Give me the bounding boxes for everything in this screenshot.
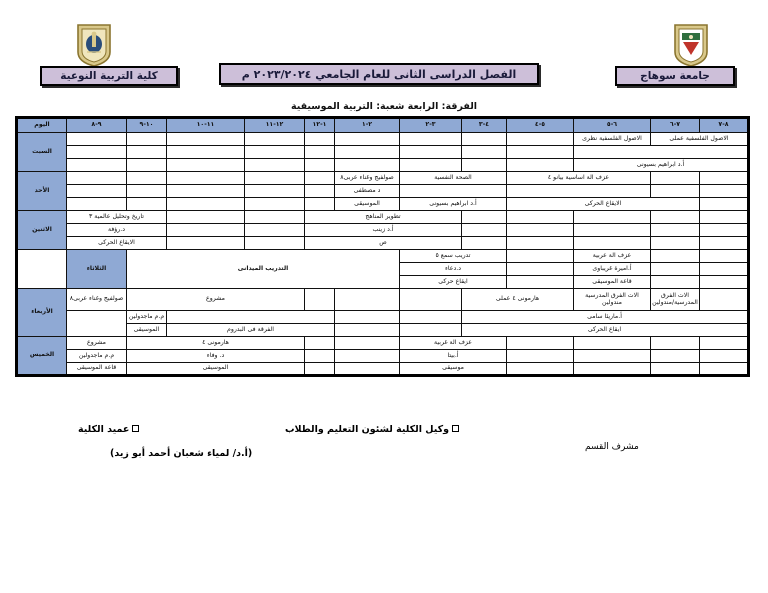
cell-empty — [305, 350, 335, 363]
cell-empty — [507, 276, 574, 289]
cell-empty — [400, 146, 462, 159]
cell-empty — [67, 146, 127, 159]
time-slot-header: ١٢-١١ — [245, 118, 305, 133]
cell-empty — [462, 211, 507, 224]
cell-room: الموسيقى — [127, 363, 305, 376]
cell-room: ص — [305, 237, 462, 250]
cell-empty — [507, 211, 574, 224]
day-label-wednesday: الأربعاء — [17, 289, 67, 337]
cell-empty — [245, 159, 305, 172]
cell-teacher: أ.ماريئا سامى — [462, 311, 749, 324]
cell-empty — [700, 211, 749, 224]
cell-room: ايقاع حركى — [400, 276, 507, 289]
day-label-monday: الاثنين — [17, 211, 67, 250]
cell-empty — [507, 337, 574, 350]
cell-empty — [127, 198, 167, 211]
cell-empty — [462, 146, 507, 159]
cell-empty — [305, 198, 335, 211]
checkbox-glyph-icon — [132, 425, 139, 432]
cell-empty — [245, 172, 305, 185]
time-header-row — [17, 118, 749, 133]
time-slot-header: ٣-٢ — [400, 118, 462, 133]
cell-course: هارمونى ٤ — [127, 337, 305, 350]
cell-empty — [507, 224, 574, 237]
cell-empty — [67, 185, 127, 198]
cell-course: الات الفرق المدرسية/مندولين — [651, 289, 700, 311]
cell-empty — [700, 185, 749, 198]
cell-room: ايقاع الحركى — [462, 324, 749, 337]
cell-teacher: م.م ماجدولين — [67, 350, 127, 363]
cell-empty — [651, 250, 700, 263]
cell-empty — [574, 350, 651, 363]
vice-dean-label-text: وكيل الكلية لشئون التعليم والطلاب — [285, 424, 450, 435]
cell-room: الايقاع الحركى — [67, 237, 167, 250]
day-column-header: اليوم — [17, 118, 67, 133]
cell-empty — [700, 289, 749, 311]
cell-empty — [127, 159, 167, 172]
cell-course: الات الفرق المدرسية مندولين — [574, 289, 651, 311]
cell-empty — [651, 237, 700, 250]
cell-course: عزف الة غربية — [400, 337, 507, 350]
cell-empty — [245, 211, 305, 224]
cell-empty — [700, 237, 749, 250]
faculty-name-banner — [40, 66, 178, 86]
cell-empty — [167, 237, 245, 250]
cell-empty — [167, 159, 245, 172]
cell-empty — [507, 185, 651, 198]
cell-empty — [305, 133, 335, 146]
cell-empty — [651, 211, 700, 224]
semester-title-banner — [219, 63, 539, 85]
cell-empty — [651, 363, 700, 376]
table-row — [17, 133, 749, 146]
cell-teacher: أ.بيتا — [400, 350, 507, 363]
table-row — [17, 237, 749, 250]
cell-empty — [305, 146, 335, 159]
cell-course: تاريخ وتحليل عالمية ٣ — [67, 211, 167, 224]
cell-empty — [245, 133, 305, 146]
cell-empty — [700, 263, 749, 276]
cell-empty — [507, 363, 574, 376]
cell-course: عزف الة عربية — [574, 250, 651, 263]
cell-empty — [305, 337, 335, 350]
cell-empty — [335, 324, 400, 337]
time-slot-header: ١٠-٩ — [127, 118, 167, 133]
cell-room: قاعة الموسيقى — [574, 276, 651, 289]
table-row — [17, 250, 749, 263]
cell-course: صولفيج وغناء عربى٨ — [335, 172, 400, 185]
cell-empty — [67, 133, 127, 146]
checkbox-glyph-icon — [452, 425, 459, 432]
cell-empty — [167, 172, 245, 185]
cell-empty — [167, 211, 245, 224]
cell-empty — [651, 185, 700, 198]
cell-field-training: التدريب الميدانى — [127, 250, 400, 289]
cell-empty — [305, 363, 335, 376]
cell-course: هارمونى ٤ عملى — [462, 289, 574, 311]
cell-empty — [127, 172, 167, 185]
cell-empty — [167, 185, 245, 198]
cell-empty — [574, 224, 651, 237]
dean-label-text: عميد الكلية — [78, 424, 130, 435]
table-row — [17, 224, 749, 237]
table-row — [17, 172, 749, 185]
cell-empty — [245, 224, 305, 237]
day-label-thursday: الخميس — [17, 337, 67, 376]
cell-teacher: د. وفاء — [127, 350, 305, 363]
cell-empty — [167, 311, 335, 324]
cell-teacher: أ.د زينب — [305, 224, 462, 237]
faculty-crest-logo — [75, 22, 113, 68]
cell-empty — [507, 237, 574, 250]
faculty-name-text: كلية التربية النوعية — [60, 70, 158, 82]
day-label-sunday: الأحد — [17, 172, 67, 211]
cell-empty — [400, 185, 507, 198]
table-row — [17, 198, 749, 211]
cell-empty — [507, 263, 574, 276]
table-row — [17, 350, 749, 363]
cell-empty — [335, 363, 400, 376]
cell-empty — [245, 146, 305, 159]
cell-empty — [700, 224, 749, 237]
table-row — [17, 324, 749, 337]
cell-empty — [67, 198, 127, 211]
schedule-table — [15, 116, 750, 377]
cell-room: موسيقى — [400, 363, 507, 376]
cell-empty — [700, 276, 749, 289]
cell-empty — [400, 133, 462, 146]
schedule-table-wrapper — [18, 116, 750, 377]
cell-empty — [400, 311, 462, 324]
cell-room: الموسيقى — [335, 198, 400, 211]
time-slot-header: ٥-٤ — [507, 118, 574, 133]
class-section-subtitle: الفرقة: الرابعة شعبة: التربية الموسيقية — [290, 101, 478, 112]
cell-empty — [335, 159, 400, 172]
time-slot-header: ٢-١ — [335, 118, 400, 133]
cell-empty — [127, 133, 167, 146]
cell-empty — [574, 237, 651, 250]
time-slot-header: ١-١٢ — [305, 118, 335, 133]
table-row — [17, 185, 749, 198]
time-slot-header: ١١-١٠ — [167, 118, 245, 133]
time-slot-header: ٧-٦ — [651, 118, 700, 133]
cell-empty — [400, 159, 462, 172]
time-slot-header: ٨-٧ — [700, 118, 749, 133]
cell-room: الفرقة فى البدروم — [167, 324, 335, 337]
table-row — [17, 146, 749, 159]
cell-empty — [700, 337, 749, 350]
cell-teacher: أ.اميرة غريباوى — [574, 263, 651, 276]
cell-room: قاعة الموسيقى — [67, 363, 127, 376]
cell-empty — [462, 133, 507, 146]
cell-empty — [167, 224, 245, 237]
page-header — [0, 0, 768, 112]
table-row — [17, 159, 749, 172]
table-row — [17, 311, 749, 324]
cell-empty — [574, 363, 651, 376]
cell-empty — [651, 337, 700, 350]
cell-empty — [574, 146, 749, 159]
cell-empty — [651, 276, 700, 289]
cell-empty — [507, 350, 574, 363]
time-slot-header: ٦-٥ — [574, 118, 651, 133]
cell-empty — [700, 363, 749, 376]
cell-room: أ.د ابراهيم بسيونى — [400, 198, 507, 211]
cell-teacher: د مصطفى — [335, 185, 400, 198]
cell-empty — [335, 289, 400, 311]
day-label-tuesday: الثلاثاء — [67, 250, 127, 289]
cell-room: الموسيقى — [127, 324, 167, 337]
university-crest-logo — [672, 22, 710, 68]
cell-empty — [127, 146, 167, 159]
cell-empty — [335, 350, 400, 363]
cell-empty — [462, 237, 507, 250]
cell-course: صولفيج وغناء عربى٨ — [67, 289, 127, 311]
cell-empty — [400, 324, 462, 337]
cell-empty — [462, 224, 507, 237]
cell-course: تطوير المناهج — [305, 211, 462, 224]
cell-empty — [245, 237, 305, 250]
cell-empty — [700, 172, 749, 185]
cell-empty — [305, 159, 335, 172]
time-slot-header: ٤-٣ — [462, 118, 507, 133]
vice-dean-signature-label — [285, 424, 459, 435]
cell-room: الايقاع الحركى — [507, 198, 700, 211]
table-row — [17, 211, 749, 224]
cell-empty — [651, 263, 700, 276]
cell-course: مشروع — [67, 337, 127, 350]
day-label-saturday: السبت — [17, 133, 67, 172]
cell-empty — [67, 172, 127, 185]
cell-empty — [400, 289, 462, 311]
cell-course: الصحة النفسية — [400, 172, 507, 185]
cell-empty — [305, 289, 335, 311]
university-name-text: جامعة سوهاج — [640, 70, 710, 82]
cell-course: عزف الة اساسية بيانو ٤ — [507, 172, 651, 185]
cell-empty — [574, 337, 651, 350]
cell-empty — [245, 185, 305, 198]
cell-empty — [507, 250, 574, 263]
cell-teacher: أ.د ابراهيم بسيونى — [574, 159, 749, 172]
department-supervisor-label: مشرف القسم — [585, 442, 639, 452]
table-row — [17, 337, 749, 350]
cell-empty — [507, 133, 574, 146]
cell-empty — [335, 337, 400, 350]
cell-empty — [335, 146, 400, 159]
semester-title-text: الفصل الدراسى الثانى للعام الجامعي ٢٠٢٣/٢٠٢٤ م — [241, 67, 517, 81]
cell-empty — [651, 172, 700, 185]
cell-teacher: د.رؤفة — [67, 224, 167, 237]
university-name-banner — [615, 66, 735, 86]
cell-empty — [167, 133, 245, 146]
dean-signature-label — [78, 424, 139, 435]
cell-empty — [127, 185, 167, 198]
cell-empty — [462, 159, 507, 172]
table-row — [17, 363, 749, 376]
cell-course: الاصول الفلسفية عملى — [651, 133, 749, 146]
cell-course: مشروع — [127, 289, 305, 311]
cell-empty — [167, 198, 245, 211]
cell-empty — [700, 350, 749, 363]
table-row — [17, 289, 749, 311]
cell-empty — [507, 146, 574, 159]
cell-empty — [67, 159, 127, 172]
cell-teacher: م.م ماجدولين — [127, 311, 167, 324]
dean-name-signature: (أ.د/ لمياء شعبان أحمد أبو زيد) — [110, 448, 253, 459]
cell-empty — [651, 350, 700, 363]
cell-empty — [335, 311, 400, 324]
cell-empty — [245, 198, 305, 211]
cell-course: تدريب سمع ٥ — [400, 250, 507, 263]
cell-empty — [305, 172, 335, 185]
time-slot-header: ٩-٨ — [67, 118, 127, 133]
cell-empty — [574, 211, 651, 224]
cell-course: الاصول الفلسفية نظرى — [574, 133, 651, 146]
cell-empty — [305, 185, 335, 198]
cell-empty — [651, 224, 700, 237]
cell-empty — [167, 146, 245, 159]
cell-empty — [700, 198, 749, 211]
cell-empty — [335, 133, 400, 146]
cell-teacher: د.دعاء — [400, 263, 507, 276]
cell-empty — [507, 159, 574, 172]
page-footer — [0, 424, 768, 484]
cell-empty — [700, 250, 749, 263]
